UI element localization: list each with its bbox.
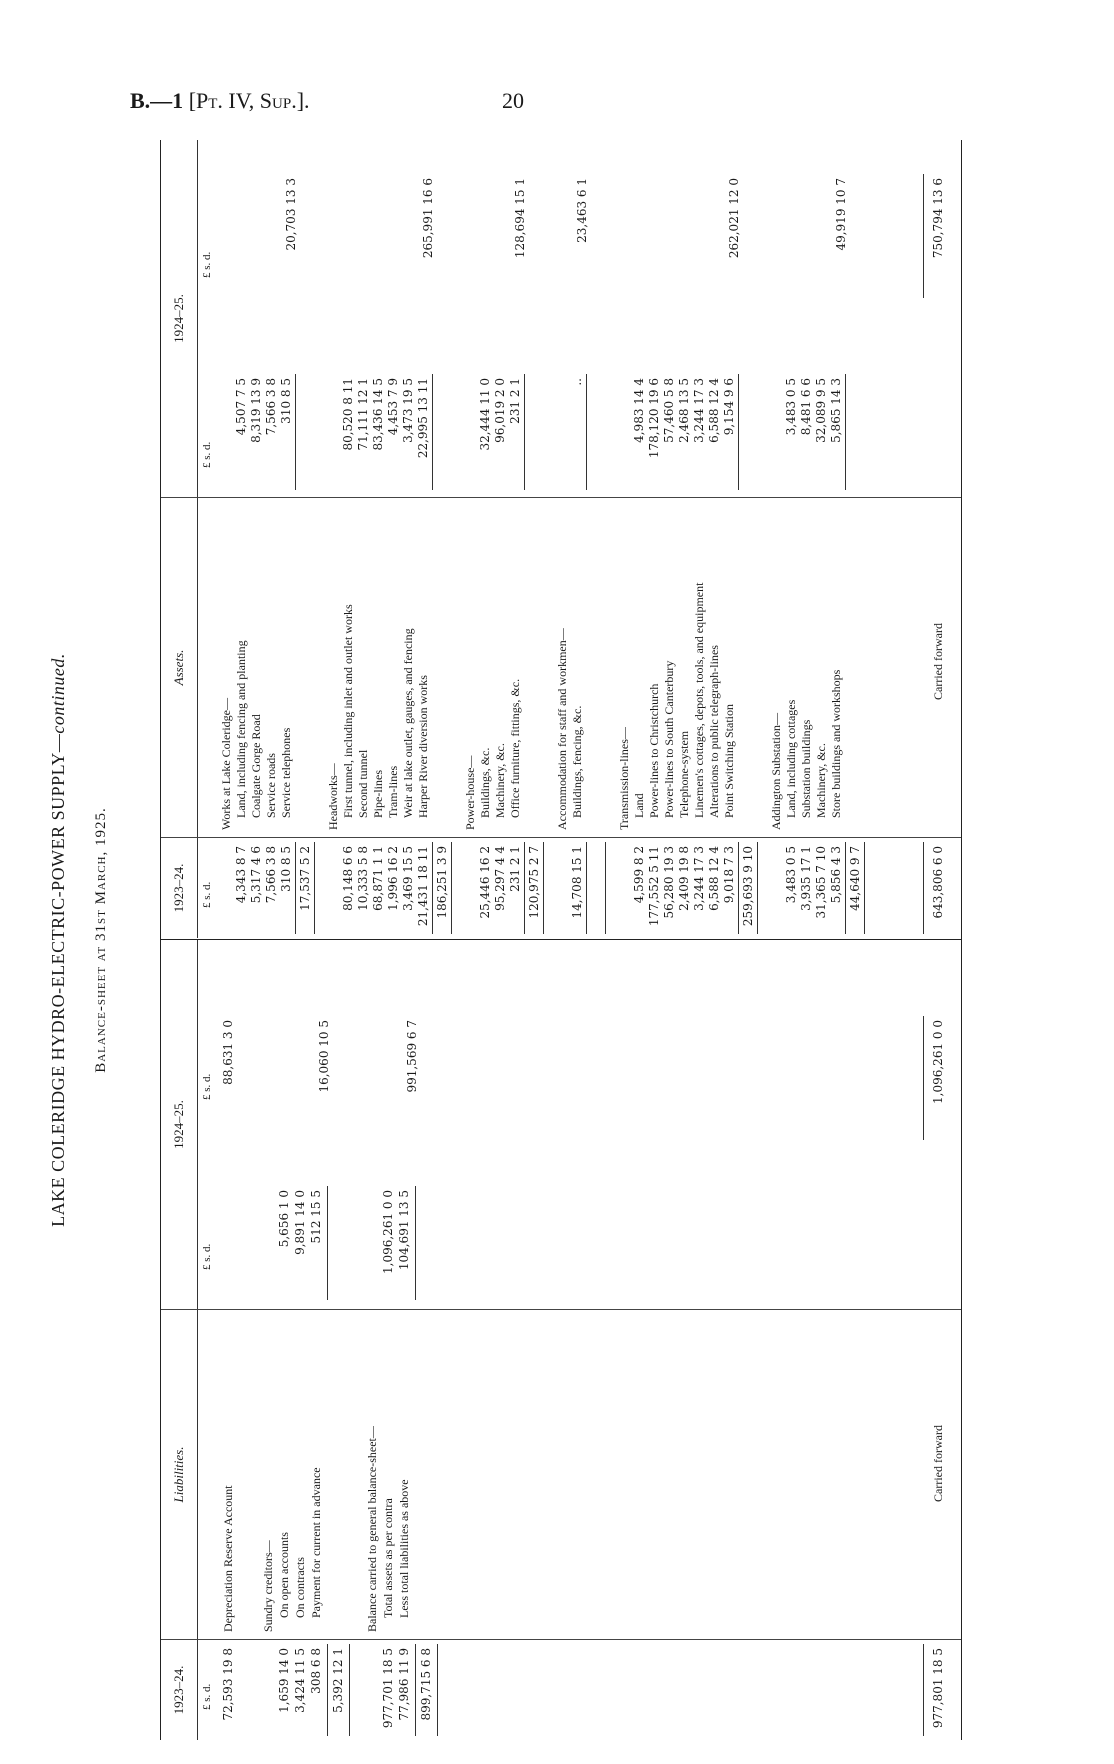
asset-group-total-prev: 120,975 2 7 [527, 846, 541, 919]
asset-item-curr: 3,483 0 5 [784, 378, 798, 436]
asset-item-label: Buildings, &c. [478, 747, 492, 818]
liab-depr-prev: 72,593 19 8 [221, 1648, 235, 1721]
liab-creditor-label: Payment for current in advance [309, 1467, 323, 1618]
liab-sep-rule [349, 1644, 350, 1736]
asset-group-label: Transmission-lines— [617, 727, 631, 830]
liab-balance-item-label: Less total liabilities as above [397, 1479, 411, 1618]
asset-group-label: Works at Lake Coleridge— [219, 698, 233, 830]
asset-item-label: Point Switching Station [722, 703, 736, 818]
asset-group-prev-rule [524, 842, 525, 934]
asset-item-prev: 231 2 1 [508, 846, 522, 892]
asset-group-total-curr: 23,463 6 1 [575, 178, 589, 243]
asset-item-label: Office furniture, fittings, &c. [508, 678, 522, 818]
asset-group-total-curr: 128,694 15 1 [513, 178, 527, 259]
liab-creditor-curr: 9,891 14 0 [293, 1190, 307, 1255]
asset-item-prev: 3,244 17 3 [692, 846, 706, 911]
liab-carried-prev-rule [923, 1644, 924, 1736]
asset-prev-heading: 1923–24. [161, 838, 198, 938]
liab-carried-curr: 1,096,261 0 0 [931, 1020, 945, 1104]
asset-item-prev: 56,280 19 3 [662, 846, 676, 919]
liab-heading-text: Liabilities. [171, 1446, 186, 1503]
asset-item-label: Weir at lake outlet, gauges, and fencing [401, 628, 415, 818]
liab-balance-total-curr: 991,569 6 7 [405, 1020, 419, 1093]
liab-balance-prev: 77,986 11 9 [397, 1648, 411, 1721]
asset-carried-prev: 643,806 6 0 [931, 846, 945, 919]
asset-group-sep-rule [605, 842, 606, 934]
asset-item-prev: 3,935 17 1 [799, 846, 813, 911]
asset-item-label: Land, including fencing and planting [234, 640, 248, 818]
asset-group-sep-rule [757, 842, 758, 934]
asset-prev-lsd: £ s. d. [201, 881, 213, 908]
liab-balance-curr: 1,096,261 0 0 [381, 1190, 395, 1274]
liab-creditor-prev: 3,424 11 5 [293, 1648, 307, 1713]
asset-carried-curr: 750,794 13 6 [931, 178, 945, 259]
asset-group-sep-rule [314, 842, 315, 934]
asset-item-prev: 2,409 19 8 [677, 846, 691, 911]
liab-creditors-label: Sundry creditors— [261, 1540, 275, 1632]
asset-item-prev: 80,148 6 6 [341, 846, 355, 911]
asset-item-prev: 25,446 16 2 [478, 846, 492, 919]
rotated-content [40, 140, 1074, 1740]
asset-item-label: Machinery, &c. [814, 743, 828, 818]
asset-group-total-curr: 49,919 10 7 [834, 178, 848, 251]
asset-item-prev: 6,588 12 4 [707, 846, 721, 911]
asset-item-curr: 71,111 12 1 [356, 378, 370, 451]
asset-group-label: Headworks— [326, 763, 340, 830]
asset-group-total-curr: 262,021 12 0 [727, 178, 741, 259]
asset-item-prev: 4,599 8 2 [632, 846, 646, 904]
asset-item-label: Store buildings and workshops [829, 669, 843, 818]
asset-carried-label: Carried forward [931, 623, 945, 700]
liab-creditor-curr: 5,656 1 0 [277, 1190, 291, 1248]
asset-item-prev: 21,431 18 11 [416, 846, 430, 927]
asset-item-label: Alterations to public telegraph-lines [707, 645, 721, 818]
asset-item-label: Coalgate Gorge Road [249, 714, 263, 818]
asset-item-curr: 7,566 3 8 [264, 378, 278, 436]
liab-prev-heading: 1923–24. [161, 1640, 198, 1740]
asset-item-curr: 3,244 17 3 [692, 378, 706, 443]
asset-item-curr: 5,865 14 3 [829, 378, 843, 443]
asset-group-prev-rule [295, 842, 296, 934]
liab-curr-heading: 1924–25. [161, 940, 198, 1309]
asset-item-curr: 8,481 6 6 [799, 378, 813, 436]
asset-group-curr-rule [845, 374, 846, 490]
asset-group-label: Power-house— [463, 755, 477, 830]
asset-item-prev: 4,343 8 7 [234, 846, 248, 904]
asset-group-curr-rule [524, 374, 525, 490]
asset-item-label: Land, including cottages [784, 699, 798, 818]
liab-balance-curr-rule [415, 1186, 416, 1300]
asset-curr-items-lsd: £ s. d. [201, 441, 213, 468]
titles [40, 140, 140, 1740]
liab-balance-total-prev: 899,715 6 8 [419, 1648, 433, 1721]
balance-sheet-table [160, 140, 962, 1740]
asset-group-curr-rule [432, 374, 433, 490]
asset-group-prev-rule [432, 842, 433, 934]
asset-group-sep-rule [543, 842, 544, 934]
asset-item-curr: 80,520 8 11 [341, 378, 355, 451]
asset-item-curr: 4,453 7 9 [386, 378, 400, 436]
liab-creditor-prev: 1,659 14 0 [277, 1648, 291, 1713]
asset-item-prev: 14,708 15 1 [570, 846, 584, 919]
liab-curr-total-lsd: £ s. d. [201, 1073, 213, 1100]
rotated-page [40, 140, 1074, 1740]
liab-creditors-prev-rule [327, 1644, 328, 1736]
liab-depr-label: Depreciation Reserve Account [221, 1485, 235, 1632]
asset-heading [161, 498, 198, 837]
asset-item-curr: 2,468 13 5 [677, 378, 691, 443]
liab-balance-curr: 104,691 13 5 [397, 1190, 411, 1271]
liab-creditors-curr-rule [327, 1186, 328, 1300]
asset-item-curr: 57,460 5 8 [662, 378, 676, 443]
asset-group-total-prev: 44,640 9 7 [848, 846, 862, 911]
asset-item-prev: 10,333 5 8 [356, 846, 370, 911]
asset-group-sep-rule [451, 842, 452, 934]
sheet-subtitle: Balance-sheet at 31st March, 1925. [93, 807, 109, 1073]
asset-group-prev-rule [586, 842, 587, 934]
asset-item-curr: .. [570, 378, 584, 386]
liab-creditors-total-curr: 16,060 10 5 [317, 1020, 331, 1093]
asset-item-prev: 177,552 5 11 [647, 846, 661, 927]
asset-item-curr: 178,120 19 6 [647, 378, 661, 459]
liabilities-half [161, 939, 961, 1740]
asset-item-prev: 95,297 4 4 [493, 846, 507, 911]
asset-item-curr: 22,995 13 11 [416, 378, 430, 459]
asset-item-label: Service telephones [279, 727, 293, 818]
liab-depr-curr: 88,631 3 0 [221, 1020, 235, 1085]
asset-group-total-curr: 265,991 16 6 [421, 178, 435, 259]
asset-item-label: Power-lines to South Canterbury [662, 660, 676, 818]
asset-item-curr: 32,089 9 5 [814, 378, 828, 443]
document-reference: B.—1 [Pt. IV, Sup.]. [130, 88, 310, 113]
liab-balance-prev-rule [415, 1644, 416, 1736]
asset-item-curr: 6,588 12 4 [707, 378, 721, 443]
asset-item-prev: 9,018 7 3 [722, 846, 736, 904]
asset-item-prev: 1,996 16 2 [386, 846, 400, 911]
page-number: 20 [502, 88, 524, 113]
asset-carried-curr-rule [923, 174, 924, 298]
asset-item-prev: 3,483 0 5 [784, 846, 798, 904]
asset-item-prev: 310 8 5 [279, 846, 293, 892]
liab-balance-prev: 977,701 18 5 [381, 1648, 395, 1729]
asset-item-label: Power-lines to Christchurch [647, 683, 661, 818]
asset-item-curr: 8,319 13 9 [249, 378, 263, 443]
liab-carried-prev: 977,801 18 5 [931, 1648, 945, 1729]
asset-item-label: Linemen's cottages, depots, tools, and equipment [692, 582, 706, 818]
liab-heading [161, 1310, 198, 1639]
page-header [130, 84, 960, 120]
asset-group-total-prev: 259,693 9 10 [741, 846, 755, 927]
asset-item-label: Second tunnel [356, 749, 370, 818]
asset-group-curr-rule [295, 374, 296, 490]
asset-carried-prev-rule [923, 842, 924, 934]
asset-item-prev: 7,566 3 8 [264, 846, 278, 904]
asset-item-curr: 83,436 14 5 [371, 378, 385, 451]
asset-item-curr: 32,444 11 0 [478, 378, 492, 451]
asset-item-curr: 3,473 19 5 [401, 378, 415, 443]
asset-item-label: Service roads [264, 753, 278, 818]
asset-item-curr: 4,507 7 5 [234, 378, 248, 436]
liab-curr-items-lsd: £ s. d. [201, 1243, 213, 1270]
liab-creditor-label: On open accounts [277, 1532, 291, 1618]
asset-item-label: Telephone-system [677, 730, 691, 818]
asset-item-label: Pipe-lines [371, 770, 385, 818]
asset-item-curr: 231 2 1 [508, 378, 522, 424]
asset-group-label: Addington Substation— [769, 712, 783, 830]
asset-curr-heading: 1924–25. [161, 140, 198, 497]
asset-item-label: Machinery, &c. [493, 743, 507, 818]
asset-group-total-prev: 186,251 3 9 [435, 846, 449, 919]
asset-group-sep-rule [864, 842, 865, 934]
asset-group-prev-rule [738, 842, 739, 934]
liab-balance-item-label: Total assets as per contra [381, 1498, 395, 1618]
asset-item-curr: 4,983 14 4 [632, 378, 646, 443]
asset-item-prev: 31,365 7 10 [814, 846, 828, 919]
asset-item-curr: 96,019 2 0 [493, 378, 507, 443]
asset-item-prev: 3,469 15 5 [401, 846, 415, 911]
asset-item-label: First tunnel, including inlet and outlet works [341, 604, 355, 818]
asset-item-label: Substation buildings [799, 719, 813, 818]
asset-group-curr-rule [738, 374, 739, 490]
liab-prev-lsd: £ s. d. [201, 1683, 213, 1710]
asset-group-total-curr: 20,703 13 3 [284, 178, 298, 251]
liab-creditor-curr: 512 15 5 [309, 1190, 323, 1244]
asset-curr-total-lsd: £ s. d. [201, 251, 213, 278]
asset-item-prev: 68,871 1 1 [371, 846, 385, 911]
liab-carried-label: Carried forward [931, 1425, 945, 1502]
liab-creditor-prev: 308 6 8 [309, 1648, 323, 1694]
liab-balance-label: Balance carried to general balance-sheet— [365, 1426, 379, 1632]
asset-item-prev: 5,317 4 6 [249, 846, 263, 904]
asset-item-label: Harper River diversion works [416, 675, 430, 818]
asset-item-label: Buildings, fencing, &c. [570, 705, 584, 818]
asset-group-total-prev: 17,537 5 2 [298, 846, 312, 911]
liab-carried-curr-rule [923, 1016, 924, 1140]
asset-item-label: Land [632, 793, 646, 818]
asset-heading-text: Assets. [171, 649, 186, 686]
asset-group-curr-rule [586, 374, 587, 490]
sheet-title: LAKE COLERIDGE HYDRO-ELECTRIC-POWER SUPPLY—continued. [48, 653, 68, 1227]
asset-item-curr: 9,154 9 6 [722, 378, 736, 436]
asset-item-curr: 310 8 5 [279, 378, 293, 424]
asset-item-prev: 5,856 4 3 [829, 846, 843, 904]
liab-creditors-total-prev: 5,392 12 1 [331, 1648, 345, 1713]
liab-sep-rule-2 [437, 1644, 438, 1736]
assets-half [161, 140, 961, 938]
asset-group-prev-rule [845, 842, 846, 934]
asset-item-label: Tram-lines [386, 765, 400, 818]
liab-creditor-label: On contracts [293, 1557, 307, 1618]
asset-group-label: Accommodation for staff and workmen— [555, 628, 569, 830]
